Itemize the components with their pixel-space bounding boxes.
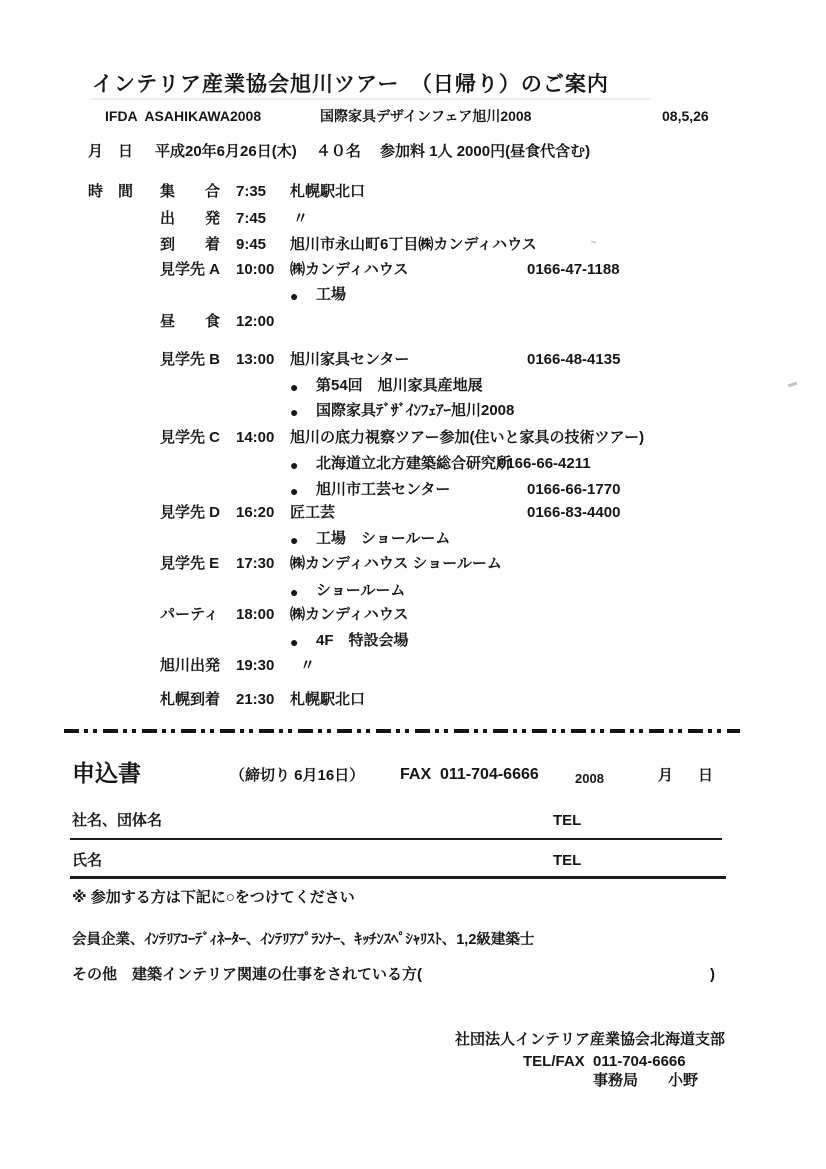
page-title: インテリア産業協会旭川ツアー （日帰り）のご案内	[92, 73, 609, 96]
schedule-phone: 0166-66-1770	[527, 481, 621, 498]
field-company-tel-label: TEL	[553, 812, 582, 829]
schedule-label: 旭川出発	[160, 657, 221, 674]
footer-org: 社団法人インテリア産業協会北海道支部	[455, 1031, 726, 1048]
schedule-time: 17:30	[236, 555, 275, 572]
schedule-row	[0, 350, 826, 372]
bullet-icon: ●	[290, 457, 299, 473]
bullet-text: 工場 ショールーム	[316, 530, 451, 547]
form-line	[70, 838, 722, 840]
schedule-row	[0, 209, 826, 231]
schedule-row	[0, 312, 826, 334]
bullet-icon: ●	[290, 288, 299, 304]
schedule-desc: 〃	[300, 657, 316, 674]
schedule-label: 集 合	[160, 183, 221, 200]
schedule-time: 16:20	[236, 504, 275, 521]
bullet-text: 国際家具ﾃﾞｻﾞｲﾝﾌｪｱｰ旭川2008	[316, 402, 515, 419]
schedule-row	[0, 260, 826, 282]
schedule-bullet-row	[0, 376, 826, 398]
schedule-label: 札幌到着	[160, 691, 221, 708]
schedule-phone: 0166-66-4211	[498, 455, 591, 472]
scan-smudge	[90, 98, 650, 100]
bullet-text: ショールーム	[316, 582, 406, 599]
schedule-row	[0, 656, 826, 678]
schedule-desc: 札幌駅北口	[290, 691, 366, 708]
dashed-separator	[64, 729, 740, 733]
form-day-label: 日	[698, 767, 714, 784]
schedule-row	[0, 690, 826, 712]
form-deadline: （締切り 6月16日）	[230, 767, 365, 784]
schedule-label: 見学先 C	[160, 429, 221, 446]
schedule-time: 21:30	[236, 691, 275, 708]
bullet-text: 旭川市工芸センター	[316, 481, 451, 498]
bullet-text: 4F 特設会場	[316, 632, 409, 649]
schedule-label: 昼 食	[160, 313, 221, 330]
bullet-icon: ●	[290, 404, 299, 420]
date-value: 平成20年6月26日(木) ４０名 参加料 1人 2000円(昼食代含む)	[155, 143, 591, 160]
form-heading: 申込書	[72, 760, 141, 786]
schedule-label: 見学先 E	[160, 555, 220, 572]
bullet-icon: ●	[290, 379, 299, 395]
schedule-row	[0, 605, 826, 627]
schedule-bullet-row	[0, 529, 826, 551]
bullet-text: 北海道立北方建築総合研究所	[316, 455, 512, 472]
schedule-bullet-row	[0, 631, 826, 653]
schedule-row	[0, 235, 826, 257]
form-other: その他 建築インテリア関連の仕事をされている方(	[72, 966, 422, 983]
schedule-row	[0, 182, 826, 204]
schedule-bullet-row	[0, 581, 826, 603]
schedule-time: 19:30	[236, 657, 275, 674]
schedule-desc: 札幌駅北口	[290, 183, 366, 200]
date-label: 月 日	[88, 143, 134, 160]
schedule-time: 9:45	[236, 236, 267, 253]
form-year: 2008	[575, 771, 604, 786]
schedule-phone: 0166-48-4135	[527, 351, 621, 368]
form-fax: FAX 011-704-6666	[400, 766, 539, 783]
footer-telfax: TEL/FAX 011-704-6666	[523, 1053, 686, 1070]
schedule-row	[0, 503, 826, 525]
schedule-label: パーティ	[160, 606, 219, 623]
field-name-label: 氏名	[72, 852, 103, 869]
schedule-desc: 匠工芸	[290, 504, 336, 521]
schedule-desc: 〃	[293, 210, 309, 227]
schedule-time: 10:00	[236, 261, 275, 278]
schedule-desc: 旭川の底力視察ツアー参加(住いと家具の技術ツアー)	[290, 429, 645, 446]
form-note: ※ 参加する方は下記に○をつけてください	[72, 889, 355, 906]
schedule-time: 12:00	[236, 313, 275, 330]
schedule-label: 見学先 D	[160, 504, 221, 521]
schedule-phone: 0166-83-4400	[527, 504, 621, 521]
schedule-desc: 旭川家具センター	[290, 351, 410, 368]
schedule-label: 到 着	[160, 236, 221, 253]
form-month-label: 月	[658, 767, 674, 784]
bullet-icon: ●	[290, 584, 299, 600]
bullet-icon: ●	[290, 532, 299, 548]
footer-office: 事務局 小野	[593, 1072, 699, 1089]
schedule-bullet-row	[0, 285, 826, 307]
schedule-time: 7:35	[236, 183, 267, 200]
schedule-desc: ㈱カンディハウス	[290, 261, 409, 278]
bullet-text: 工場	[316, 286, 347, 303]
schedule-label: 見学先 B	[160, 351, 221, 368]
schedule-bullet-row	[0, 480, 826, 502]
form-options: 会員企業、ｲﾝﾃﾘｱｺｰﾃﾞｨﾈｰﾀｰ、ｲﾝﾃﾘｱﾌﾟﾗﾝﾅｰ、ｷｯﾁﾝｽﾍﾟｼｬﾘｽﾄ、1,2級建築士	[72, 932, 535, 948]
schedule-row	[0, 428, 826, 450]
form-line	[70, 876, 726, 879]
schedule-time: 14:00	[236, 429, 275, 446]
schedule-bullet-row	[0, 401, 826, 423]
schedule-row	[0, 554, 826, 576]
schedule-bullet-row	[0, 454, 826, 476]
bullet-icon: ●	[290, 634, 299, 650]
schedule-phone: 0166-47-1188	[527, 261, 620, 278]
schedule-desc: ㈱カンディハウス	[290, 606, 409, 623]
field-company-label: 社名、団体名	[72, 812, 163, 829]
schedule-time: 18:00	[236, 606, 275, 623]
schedule-time: 13:00	[236, 351, 275, 368]
schedule-time: 7:45	[236, 210, 267, 227]
subtitle-fair: 国際家具デザインフェア旭川2008	[320, 108, 532, 124]
subtitle-ifda: IFDA ASAHIKAWA2008	[105, 108, 262, 124]
schedule-label: 見学先 A	[160, 261, 221, 278]
schedule-desc: 旭川市永山町6丁目㈱カンディハウス	[290, 236, 537, 253]
subtitle-date: 08,5,26	[662, 108, 709, 124]
field-name-tel-label: TEL	[553, 852, 582, 869]
bullet-icon: ●	[290, 483, 299, 499]
bullet-text: 第54回 旭川家具産地展	[316, 377, 483, 394]
schedule-desc: ㈱カンディハウス ショールーム	[290, 555, 502, 572]
time-header-label: 時 間	[88, 183, 134, 200]
form-other-close-paren: )	[710, 966, 715, 983]
schedule-label: 出 発	[160, 210, 221, 227]
